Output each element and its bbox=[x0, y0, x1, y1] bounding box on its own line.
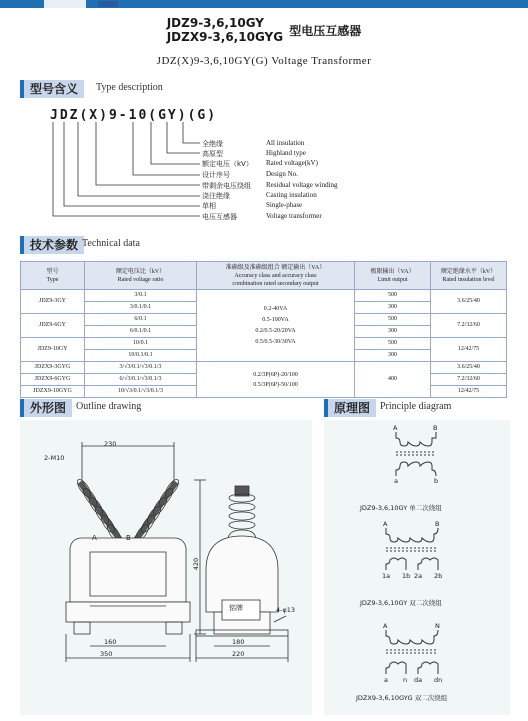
diagram3-terminal-A: A bbox=[383, 622, 388, 630]
desc-item-en: Residual voltage winding bbox=[266, 181, 338, 189]
page-title-line2: JDZX9-3,6,10GYG bbox=[166, 30, 284, 44]
desc-item-cn: 设计序号 bbox=[202, 171, 230, 179]
diagram1-caption: JDZ9-3,6,10GY 单二次绕组 bbox=[360, 504, 442, 512]
diagram3-terminal-a: a bbox=[384, 676, 388, 684]
section-label-cn: 型号含义 bbox=[20, 80, 84, 98]
cell-ratio: 6/√3/0.1/√3/0.1/3 bbox=[85, 374, 197, 386]
dim-height-label: 420 bbox=[192, 557, 201, 571]
header-cn: 准确级及准确级组合 额定输出（VA） bbox=[225, 264, 326, 271]
section-label-cn: 外形图 bbox=[20, 399, 72, 417]
diagram3-terminal-da: da bbox=[414, 676, 423, 684]
nameplate-label: 铭牌 bbox=[229, 604, 243, 612]
cell-insulation: 3.6/25/40 bbox=[431, 290, 507, 314]
dim-side-bottom-label: 220 bbox=[232, 650, 245, 658]
model-code: JDZ(X)9-10(GY)(G) bbox=[50, 108, 218, 123]
col-header-type bbox=[21, 262, 85, 290]
transformer-body-front bbox=[70, 538, 186, 602]
cell-accuracy-group2 bbox=[197, 362, 355, 398]
dim-bottom-label: 350 bbox=[100, 650, 113, 658]
cell-ratio: 10/0.1/0.1 bbox=[85, 350, 197, 362]
body-base bbox=[66, 602, 190, 622]
company-logo bbox=[44, 0, 86, 8]
model-code-leader-lines bbox=[0, 118, 528, 222]
accuracy-item: 0.5/0.5-30/30VA bbox=[255, 338, 296, 345]
desc-item-cn: 额定电压（kV） bbox=[202, 160, 253, 168]
desc-item-en: Design No. bbox=[266, 170, 298, 178]
col-header-limit bbox=[355, 262, 431, 290]
header-cn: 额定电压比（kV） bbox=[115, 268, 166, 275]
diagram2-terminal-1a: 1a bbox=[382, 572, 391, 580]
desc-item-en: Casting insulation bbox=[266, 191, 317, 199]
logo-mark bbox=[98, 1, 118, 7]
cell-type: JDZX9-3GYG bbox=[21, 362, 85, 374]
desc-item-en: Single-phase bbox=[266, 201, 303, 209]
cell-limit: 400 bbox=[355, 362, 431, 398]
cell-insulation: 3.6/25/40 bbox=[431, 362, 507, 374]
diagram-residual-secondary bbox=[386, 630, 438, 674]
diagram3-terminal-dn: dn bbox=[434, 676, 443, 684]
header-en: Rated insulation level bbox=[442, 276, 495, 283]
diagram2-terminal-A: A bbox=[383, 520, 388, 528]
terminal-a-label: A bbox=[92, 534, 97, 542]
dim-side-mid-label: 180 bbox=[232, 638, 245, 646]
desc-item-en: Voltage transformer bbox=[266, 212, 322, 220]
cell-insulation: 12/42/75 bbox=[431, 386, 507, 398]
dim-bolt-label: 2-M10 bbox=[44, 454, 65, 462]
header-en: combination rated secondary output bbox=[232, 280, 319, 287]
col-header-accuracy bbox=[197, 262, 355, 290]
technical-data-table bbox=[20, 261, 507, 398]
cell-insulation: 12/42/75 bbox=[431, 338, 507, 362]
diagram2-terminal-2a: 2a bbox=[414, 572, 423, 580]
diagram1-terminal-A: A bbox=[393, 424, 398, 432]
cell-type: JDZX9-10GYG bbox=[21, 386, 85, 398]
base-foot-left bbox=[74, 622, 90, 634]
table-header-row bbox=[21, 262, 507, 290]
col-header-ratio bbox=[85, 262, 197, 290]
dim-mid-label: 160 bbox=[104, 638, 117, 646]
section-label-en: Principle diagram bbox=[380, 401, 452, 412]
page-title-line1: JDZ9-3,6,10GY bbox=[166, 16, 264, 30]
cell-type: JDZX9-6GYG bbox=[21, 374, 85, 386]
desc-item-cn: 全绝缘 bbox=[202, 140, 223, 148]
cell-insulation: 7.2/32/60 bbox=[431, 314, 507, 338]
cell-limit: 500 bbox=[355, 338, 431, 350]
diagram2-terminal-2b: 2b bbox=[434, 572, 443, 580]
desc-item-en: Highland type bbox=[266, 149, 306, 157]
cell-ratio: 6/0.1/0.1 bbox=[85, 326, 197, 338]
col-header-insulation bbox=[431, 262, 507, 290]
cell-limit: 300 bbox=[355, 350, 431, 362]
diagram3-caption: JDZX9-3,6,10GYG 双二次绕组 bbox=[356, 694, 448, 702]
section-label-en: Outline drawing bbox=[76, 401, 142, 412]
technical-data-header bbox=[20, 236, 510, 254]
cell-type: JDZ9-6GY bbox=[21, 314, 85, 338]
cell-limit: 300 bbox=[355, 326, 431, 338]
diagram3-terminal-n: n bbox=[403, 676, 408, 684]
principle-diagram-header bbox=[324, 399, 510, 417]
page-title-suffix: 型电压互感器 bbox=[289, 23, 362, 38]
diagram1-terminal-B: B bbox=[433, 424, 438, 432]
section-label-en: Technical data bbox=[82, 238, 140, 249]
table-row bbox=[21, 290, 507, 302]
cell-ratio: 6/0.1 bbox=[85, 314, 197, 326]
cell-ratio: 10/√3/0.1/√3/0.1/3 bbox=[85, 386, 197, 398]
desc-item-cn: 带剩余电压绕组 bbox=[202, 182, 251, 190]
accuracy-item: 0.2/3P(6P)-20/100 bbox=[253, 371, 298, 378]
table-row bbox=[21, 362, 507, 374]
desc-item-en: All insulation bbox=[266, 139, 305, 147]
top-banner bbox=[0, 0, 528, 8]
header-en: Limit output bbox=[377, 276, 408, 283]
diagram-double-secondary bbox=[386, 528, 438, 570]
transformer-side-view bbox=[196, 486, 288, 662]
section-label-cn: 技术参数 bbox=[20, 236, 84, 254]
cell-insulation: 7.2/32/60 bbox=[431, 374, 507, 386]
header-en: Accuracy class and accuracy class bbox=[234, 272, 317, 279]
principle-diagrams bbox=[324, 420, 510, 715]
cell-ratio: 10/0.1 bbox=[85, 338, 197, 350]
accuracy-item: 0.5-100VA bbox=[262, 316, 289, 323]
cell-ratio: 3/0.1/0.1 bbox=[85, 302, 197, 314]
left-insulator bbox=[75, 478, 123, 544]
section-label-cn: 原理图 bbox=[324, 399, 376, 417]
cell-ratio: 3/√3/0.1/√3/0.1/3 bbox=[85, 362, 197, 374]
diagram3-terminal-N: N bbox=[435, 622, 440, 630]
type-description-header bbox=[20, 80, 510, 98]
cell-type: JDZ9-3GY bbox=[21, 290, 85, 314]
diagram2-terminal-B: B bbox=[435, 520, 440, 528]
section-label-en: Type description bbox=[96, 82, 163, 93]
desc-item-cn: 高原型 bbox=[202, 150, 223, 158]
dim-top-label: 230 bbox=[104, 440, 117, 448]
cell-ratio: 3/0.1 bbox=[85, 290, 197, 302]
header-cn: 极限输出（VA） bbox=[370, 268, 415, 275]
accuracy-item: 0.2-40VA bbox=[263, 305, 288, 312]
diagram1-terminal-b: b bbox=[434, 477, 439, 485]
cell-limit: 300 bbox=[355, 302, 431, 314]
header-cn: 型号 bbox=[46, 268, 59, 275]
page-subtitle: JDZ(X)9-3,6,10GY(G) Voltage Transformer bbox=[156, 55, 372, 67]
cell-limit: 500 bbox=[355, 290, 431, 302]
cell-type: JDZ9-10GY bbox=[21, 338, 85, 362]
cell-accuracy-group1 bbox=[197, 290, 355, 362]
dim-hole-label: 4-φ13 bbox=[276, 606, 296, 614]
diagram2-caption: JDZ9-3,6,10GY 双二次绕组 bbox=[360, 599, 442, 607]
diagram-single-secondary bbox=[396, 432, 436, 476]
outline-drawing bbox=[20, 420, 312, 715]
outline-drawing-header bbox=[20, 399, 310, 417]
header-en: Type bbox=[46, 276, 59, 283]
base-foot-right bbox=[166, 622, 182, 634]
right-insulator bbox=[133, 478, 181, 544]
header-en: Rated voltage ratio bbox=[117, 276, 164, 283]
accuracy-item: 0.2/0.5-20/20VA bbox=[255, 327, 296, 334]
terminal-b-label: B bbox=[126, 534, 131, 542]
cell-limit: 500 bbox=[355, 314, 431, 326]
desc-item-cn: 电压互感器 bbox=[202, 213, 237, 221]
accuracy-item: 0.5/3P(6P)-50/100 bbox=[253, 381, 298, 388]
header-cn: 额定绝缘水平（kV） bbox=[440, 268, 497, 275]
diagram1-terminal-a: a bbox=[394, 477, 398, 485]
diagram2-terminal-1b: 1b bbox=[402, 572, 411, 580]
desc-item-cn: 浇注绝缘 bbox=[202, 192, 230, 200]
desc-item-en: Rated voltage(kV) bbox=[266, 159, 318, 167]
title-block bbox=[0, 16, 528, 44]
desc-item-cn: 单相 bbox=[202, 202, 216, 210]
